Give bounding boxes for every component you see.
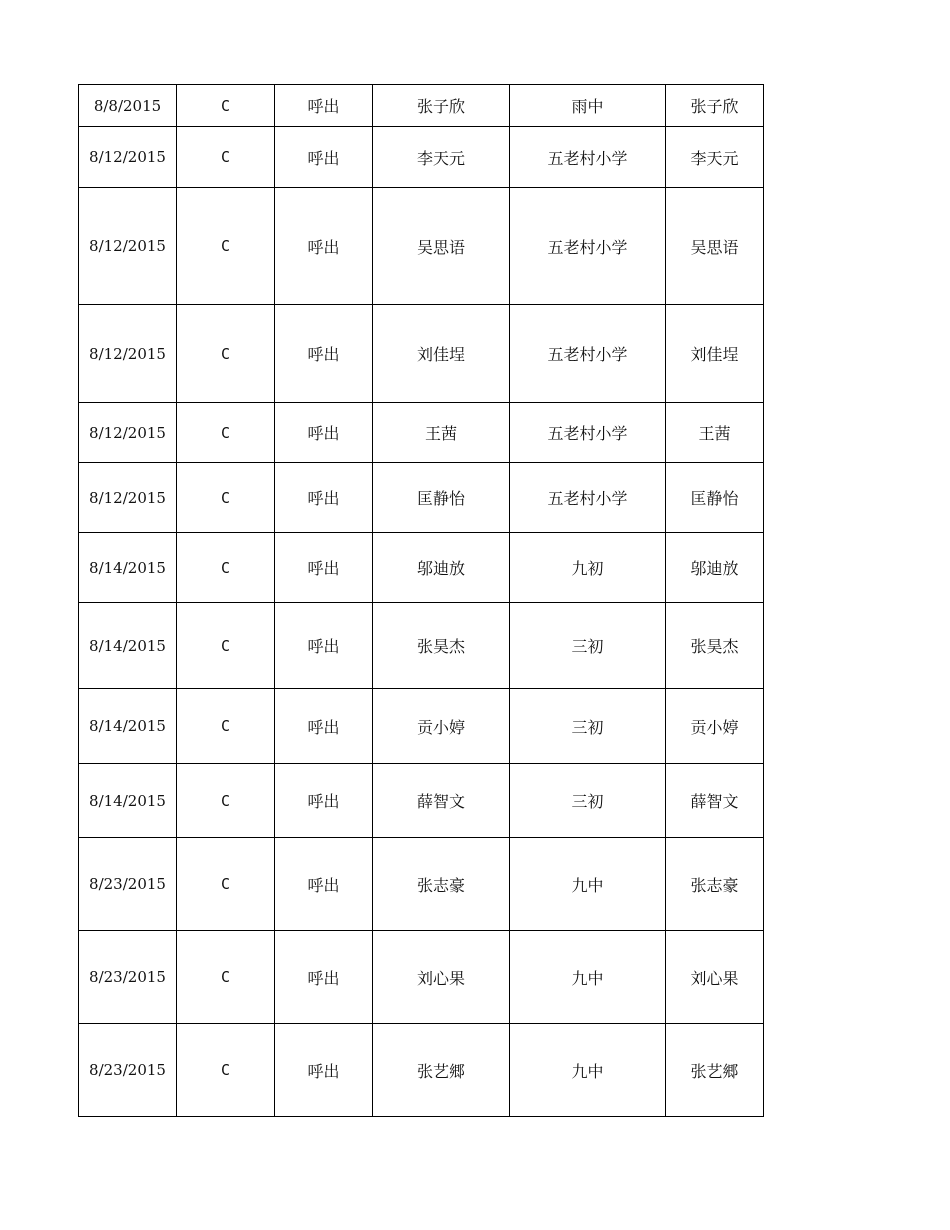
school-cell: 五老村小学 [510,463,666,533]
type-cell: 呼出 [275,689,373,764]
type-cell: 呼出 [275,127,373,188]
date-cell: 8/12/2015 [79,403,177,463]
table-row [79,1024,764,1117]
school-cell: 五老村小学 [510,127,666,188]
name-cell: 刘佳埕 [373,305,510,403]
records-body [79,85,764,1117]
type-cell: 呼出 [275,603,373,689]
code-cell: C [177,603,275,689]
date-cell: 8/12/2015 [79,127,177,188]
name2-cell: 贡小婷 [666,689,764,764]
type-cell: 呼出 [275,533,373,603]
name-cell: 吴思语 [373,188,510,305]
date-cell: 8/12/2015 [79,305,177,403]
name-cell: 贡小婷 [373,689,510,764]
name2-cell: 刘佳埕 [666,305,764,403]
school-cell: 五老村小学 [510,305,666,403]
name2-cell: 张志豪 [666,838,764,931]
code-cell: C [177,689,275,764]
school-cell: 三初 [510,764,666,838]
name-cell: 薛智文 [373,764,510,838]
table-row [79,603,764,689]
code-cell: C [177,931,275,1024]
school-cell: 三初 [510,689,666,764]
type-cell: 呼出 [275,1024,373,1117]
table-row [79,305,764,403]
name2-cell: 吴思语 [666,188,764,305]
table-row [79,533,764,603]
type-cell: 呼出 [275,85,373,127]
code-cell: C [177,463,275,533]
school-cell: 五老村小学 [510,403,666,463]
name-cell: 张艺郷 [373,1024,510,1117]
code-cell: C [177,533,275,603]
code-cell: C [177,188,275,305]
name-cell: 邬迪放 [373,533,510,603]
date-cell: 8/23/2015 [79,1024,177,1117]
school-cell: 九中 [510,1024,666,1117]
name2-cell: 刘心果 [666,931,764,1024]
name2-cell: 张昊杰 [666,603,764,689]
table-row [79,764,764,838]
type-cell: 呼出 [275,305,373,403]
name2-cell: 邬迪放 [666,533,764,603]
code-cell: C [177,764,275,838]
table-row [79,85,764,127]
name2-cell: 李天元 [666,127,764,188]
name-cell: 匡静怡 [373,463,510,533]
table-row [79,838,764,931]
table-row [79,931,764,1024]
type-cell: 呼出 [275,931,373,1024]
name-cell: 张子欣 [373,85,510,127]
date-cell: 8/14/2015 [79,533,177,603]
school-cell: 五老村小学 [510,188,666,305]
school-cell: 三初 [510,603,666,689]
records-table [78,84,764,1117]
school-cell: 九中 [510,931,666,1024]
code-cell: C [177,1024,275,1117]
name2-cell: 张子欣 [666,85,764,127]
table-row [79,188,764,305]
school-cell: 雨中 [510,85,666,127]
type-cell: 呼出 [275,403,373,463]
name-cell: 王茜 [373,403,510,463]
code-cell: C [177,305,275,403]
date-cell: 8/23/2015 [79,838,177,931]
type-cell: 呼出 [275,463,373,533]
name2-cell: 匡静怡 [666,463,764,533]
name2-cell: 王茜 [666,403,764,463]
code-cell: C [177,403,275,463]
name-cell: 刘心果 [373,931,510,1024]
date-cell: 8/14/2015 [79,764,177,838]
name-cell: 张昊杰 [373,603,510,689]
code-cell: C [177,85,275,127]
name-cell: 张志豪 [373,838,510,931]
school-cell: 九初 [510,533,666,603]
school-cell: 九中 [510,838,666,931]
name2-cell: 薛智文 [666,764,764,838]
table-row [79,689,764,764]
name-cell: 李天元 [373,127,510,188]
type-cell: 呼出 [275,764,373,838]
date-cell: 8/8/2015 [79,85,177,127]
table-row [79,463,764,533]
date-cell: 8/12/2015 [79,188,177,305]
date-cell: 8/14/2015 [79,689,177,764]
table-row [79,403,764,463]
date-cell: 8/12/2015 [79,463,177,533]
date-cell: 8/14/2015 [79,603,177,689]
type-cell: 呼出 [275,838,373,931]
type-cell: 呼出 [275,188,373,305]
date-cell: 8/23/2015 [79,931,177,1024]
table-row [79,127,764,188]
name2-cell: 张艺郷 [666,1024,764,1117]
code-cell: C [177,838,275,931]
code-cell: C [177,127,275,188]
